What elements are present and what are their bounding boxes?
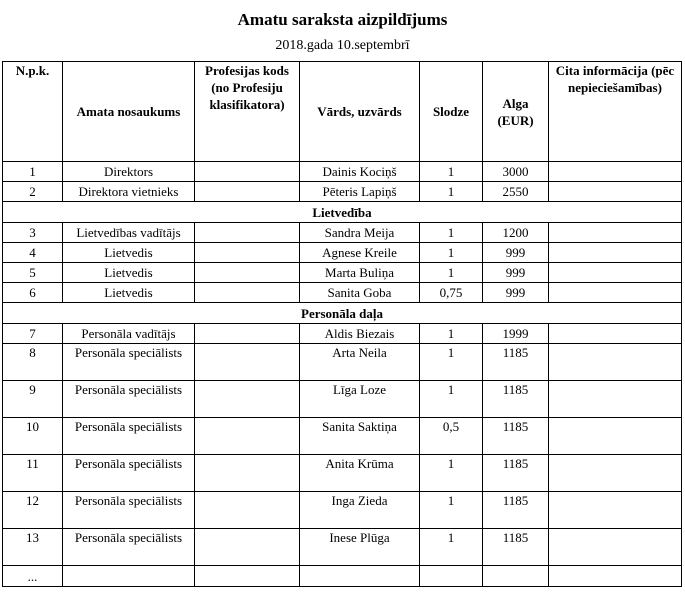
section-row bbox=[3, 202, 682, 223]
section-heading: Personāla daļa bbox=[3, 303, 682, 324]
cell-slodze: 1 bbox=[420, 223, 483, 243]
cell-kods bbox=[195, 324, 300, 344]
cell-cita bbox=[549, 344, 682, 381]
cell-amats: Personāla speciālists bbox=[63, 492, 195, 529]
cell-vards: Pēteris Lapiņš bbox=[300, 182, 420, 202]
cell-npk: 4 bbox=[3, 243, 63, 263]
table-row bbox=[3, 162, 682, 182]
cell-kods bbox=[195, 381, 300, 418]
cell-slodze: 1 bbox=[420, 455, 483, 492]
cell-slodze: 1 bbox=[420, 529, 483, 566]
cell-alga: 1200 bbox=[483, 223, 549, 243]
table-header-row bbox=[3, 62, 682, 162]
cell-npk: 3 bbox=[3, 223, 63, 243]
header-amats: Amata nosaukums bbox=[63, 62, 195, 162]
cell-alga: 1185 bbox=[483, 381, 549, 418]
cell-cita bbox=[549, 381, 682, 418]
cell-slodze: 1 bbox=[420, 381, 483, 418]
cell-cita bbox=[549, 529, 682, 566]
cell-slodze: 1 bbox=[420, 263, 483, 283]
cell-vards: Sanita Saktiņa bbox=[300, 418, 420, 455]
cell-vards: Dainis Kociņš bbox=[300, 162, 420, 182]
cell-vards: Arta Neila bbox=[300, 344, 420, 381]
document-date: 2018.gada 10.septembrī bbox=[275, 38, 410, 53]
cell-cita bbox=[549, 455, 682, 492]
table-row bbox=[3, 492, 682, 529]
cell-npk: 12 bbox=[3, 492, 63, 529]
cell-amats: Lietvedis bbox=[63, 283, 195, 303]
header-alga: Alga (EUR) bbox=[483, 62, 549, 162]
cell-amats: Personāla vadītājs bbox=[63, 324, 195, 344]
cell-alga: 1185 bbox=[483, 418, 549, 455]
cell-alga: 1185 bbox=[483, 492, 549, 529]
cell-cita bbox=[549, 162, 682, 182]
cell-amats: Personāla speciālists bbox=[63, 418, 195, 455]
cell-npk: 10 bbox=[3, 418, 63, 455]
cell-vards: Anita Krūma bbox=[300, 455, 420, 492]
table-row bbox=[3, 381, 682, 418]
cell-npk: 1 bbox=[3, 162, 63, 182]
table-row bbox=[3, 455, 682, 492]
cell-vards: Aldis Biezais bbox=[300, 324, 420, 344]
cell-kods bbox=[195, 182, 300, 202]
cell-slodze: 1 bbox=[420, 324, 483, 344]
cell-npk: ... bbox=[3, 566, 63, 587]
cell-cita bbox=[549, 566, 682, 587]
table-row bbox=[3, 283, 682, 303]
cell-kods bbox=[195, 529, 300, 566]
cell-cita bbox=[549, 182, 682, 202]
cell-cita bbox=[549, 283, 682, 303]
cell-slodze: 1 bbox=[420, 162, 483, 182]
table-row bbox=[3, 529, 682, 566]
cell-vards: Inga Zieda bbox=[300, 492, 420, 529]
cell-slodze: 1 bbox=[420, 182, 483, 202]
cell-vards: Sandra Meija bbox=[300, 223, 420, 243]
cell-cita bbox=[549, 324, 682, 344]
cell-kods bbox=[195, 283, 300, 303]
header-slodze: Slodze bbox=[420, 62, 483, 162]
cell-npk: 8 bbox=[3, 344, 63, 381]
table-row bbox=[3, 223, 682, 243]
cell-alga: 1185 bbox=[483, 529, 549, 566]
cell-vards: Inese Plūga bbox=[300, 529, 420, 566]
cell-alga: 3000 bbox=[483, 162, 549, 182]
cell-npk: 11 bbox=[3, 455, 63, 492]
cell-slodze: 0,5 bbox=[420, 418, 483, 455]
table-row-ellipsis bbox=[3, 566, 682, 587]
cell-cita bbox=[549, 263, 682, 283]
cell-cita bbox=[549, 492, 682, 529]
section-row bbox=[3, 303, 682, 324]
cell-alga: 999 bbox=[483, 263, 549, 283]
cell-vards: Līga Loze bbox=[300, 381, 420, 418]
table-row bbox=[3, 418, 682, 455]
cell-kods bbox=[195, 344, 300, 381]
cell-npk: 2 bbox=[3, 182, 63, 202]
cell-kods bbox=[195, 243, 300, 263]
cell-amats: Personāla speciālists bbox=[63, 455, 195, 492]
cell-vards: Agnese Kreile bbox=[300, 243, 420, 263]
cell-vards: Sanita Goba bbox=[300, 283, 420, 303]
cell-amats bbox=[63, 566, 195, 587]
table-row bbox=[3, 243, 682, 263]
cell-slodze: 1 bbox=[420, 344, 483, 381]
staff-table bbox=[2, 61, 682, 587]
cell-amats: Lietvedis bbox=[63, 243, 195, 263]
cell-alga: 1185 bbox=[483, 344, 549, 381]
cell-kods bbox=[195, 263, 300, 283]
cell-vards bbox=[300, 566, 420, 587]
cell-alga: 2550 bbox=[483, 182, 549, 202]
cell-npk: 9 bbox=[3, 381, 63, 418]
cell-npk: 6 bbox=[3, 283, 63, 303]
cell-kods bbox=[195, 162, 300, 182]
cell-cita bbox=[549, 418, 682, 455]
table-row bbox=[3, 344, 682, 381]
cell-alga: 1185 bbox=[483, 455, 549, 492]
cell-alga bbox=[483, 566, 549, 587]
header-cita: Cita informācija (pēc nepieciešamības) bbox=[549, 62, 682, 162]
cell-slodze bbox=[420, 566, 483, 587]
section-heading: Lietvedība bbox=[3, 202, 682, 223]
cell-kods bbox=[195, 418, 300, 455]
cell-kods bbox=[195, 223, 300, 243]
header-vards: Vārds, uzvārds bbox=[300, 62, 420, 162]
cell-amats: Personāla speciālists bbox=[63, 344, 195, 381]
header-kods: Profesijas kods (no Profesiju klasifikatora) bbox=[195, 62, 300, 162]
cell-kods bbox=[195, 455, 300, 492]
table-row bbox=[3, 324, 682, 344]
header-npk: N.p.k. bbox=[3, 62, 63, 162]
cell-amats: Lietvedības vadītājs bbox=[63, 223, 195, 243]
cell-slodze: 0,75 bbox=[420, 283, 483, 303]
cell-kods bbox=[195, 492, 300, 529]
cell-amats: Direktors bbox=[63, 162, 195, 182]
cell-amats: Direktora vietnieks bbox=[63, 182, 195, 202]
cell-amats: Lietvedis bbox=[63, 263, 195, 283]
cell-cita bbox=[549, 223, 682, 243]
cell-alga: 999 bbox=[483, 283, 549, 303]
cell-alga: 1999 bbox=[483, 324, 549, 344]
table-row bbox=[3, 263, 682, 283]
cell-kods bbox=[195, 566, 300, 587]
cell-npk: 13 bbox=[3, 529, 63, 566]
cell-slodze: 1 bbox=[420, 243, 483, 263]
cell-amats: Personāla speciālists bbox=[63, 529, 195, 566]
cell-alga: 999 bbox=[483, 243, 549, 263]
cell-npk: 7 bbox=[3, 324, 63, 344]
table-row bbox=[3, 182, 682, 202]
cell-npk: 5 bbox=[3, 263, 63, 283]
cell-cita bbox=[549, 243, 682, 263]
cell-vards: Marta Buliņa bbox=[300, 263, 420, 283]
cell-amats: Personāla speciālists bbox=[63, 381, 195, 418]
document-title: Amatu saraksta aizpildījums bbox=[237, 10, 448, 29]
cell-slodze: 1 bbox=[420, 492, 483, 529]
